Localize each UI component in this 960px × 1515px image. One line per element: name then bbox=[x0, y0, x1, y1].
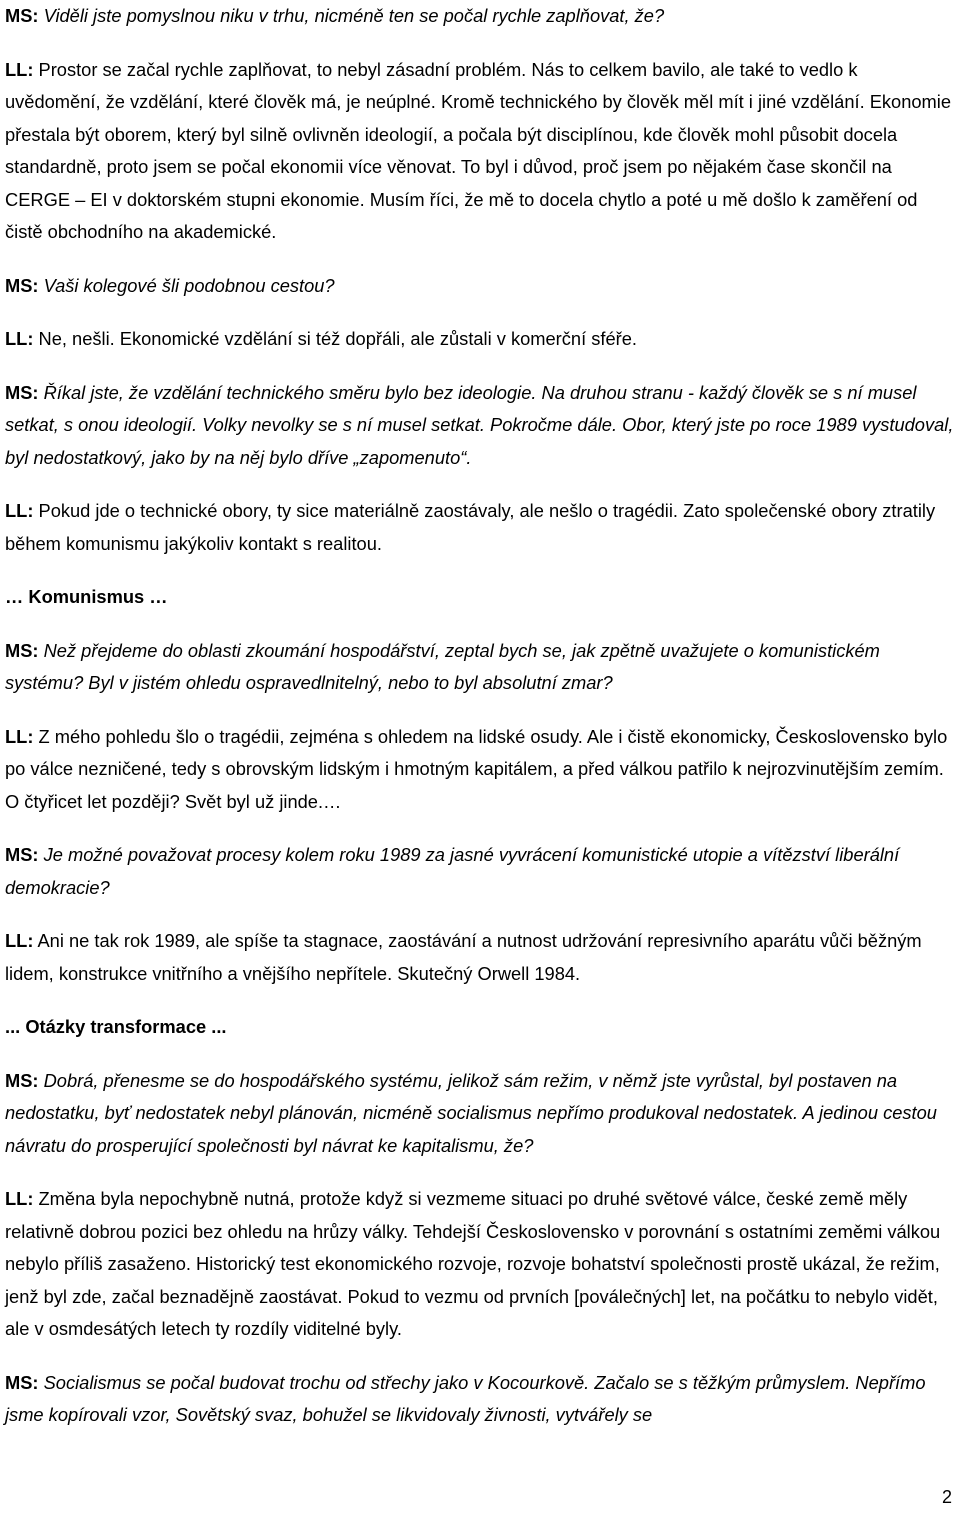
speaker-label: LL: bbox=[5, 930, 34, 951]
speaker-label: LL: bbox=[5, 725, 34, 747]
paragraph-text: Prostor se začal rychle zaplňovat, to nebyl zásadní problém. Nás to celkem bavilo, ale také to vedlo k uvědomění, že vzdělání, které člověk má, je neúplné. Kromě technického by člověk měl mít i jiné vzdělání. Ekonomie přestala být oborem, který byl silně ovlivněn ideologií, a počala být disciplínou, kde člověk mohl působit docela standardně, proto jsem se počal ekonomii více věnovat. To byl i důvod, proč jsem po nějakém čase skončil na CERGE – EI v doktorském stupni ekonomie. Musím říci, že mě to docela chytlo a poté u mě došlo k zaměření od čistě obchodního na akademické. bbox=[5, 58, 952, 242]
paragraph-text: Ne, nešli. Ekonomické vzdělání si též dopřáli, ale zůstali v komerční sféře. bbox=[33, 328, 637, 349]
speaker-label: MS: bbox=[5, 381, 39, 403]
interview-answer bbox=[5, 1183, 955, 1346]
speaker-label: MS: bbox=[5, 5, 39, 26]
speaker-label: MS: bbox=[5, 274, 39, 296]
speaker-label: LL: bbox=[5, 328, 34, 349]
paragraph-text: Pokud jde o technické obory, ty sice materiálně zaostávaly, ale nešlo o tragédii. Zato společenské obory ztratily během komunismu jakýkoliv kontakt s realitou. bbox=[5, 500, 936, 554]
speaker-label: MS: bbox=[5, 844, 39, 865]
interview-answer bbox=[5, 54, 955, 249]
paragraph-text: Viděli jste pomyslnou niku v trhu, nicméně ten se počal rychle zaplňovat, že? bbox=[38, 5, 665, 26]
section-heading: … Komunismus … bbox=[5, 586, 168, 607]
speaker-label: MS: bbox=[5, 1371, 39, 1393]
paragraph-text: Vaši kolegové šli podobnou cestou? bbox=[38, 274, 335, 296]
paragraph-text: Socialismus se počal budovat trochu od střechy jako v Kocourkově. Začalo se s těžkým průmyslem. Nepřímo jsme kopírovali vzor, Sovětský svaz, bohužel se likvidovaly živnosti, vytvářely se bbox=[5, 1371, 926, 1425]
interview-question bbox=[5, 839, 955, 904]
speaker-label: LL: bbox=[5, 1188, 34, 1209]
paragraph-text: Změna byla nepochybně nutná, protože když si vezmeme situaci po druhé světové válce, české země měly relativně dobrou pozici bez ohledu na hrůzy války. Tehdejší Československo v porovnání s ostatními zeměmi válkou nebylo příliš zasaženo. Historický test ekonomického rozvoje, rozvoje bohatství společnosti prostě ukázal, že režim, jenž byl zde, začal beznadějně zaostávat. Pokud to vezmu od prvních [poválečných] let, na počátku to nebylo vidět, ale v osmdesátých letech ty rozdíly viditelné byly. bbox=[5, 1188, 941, 1339]
document-page bbox=[5, 0, 955, 1453]
interview-answer bbox=[5, 495, 955, 560]
interview-question bbox=[5, 377, 955, 475]
speaker-label: LL: bbox=[5, 500, 34, 521]
page-number: 2 bbox=[941, 1487, 952, 1507]
paragraph-text: Dobrá, přenesme se do hospodářského systému, jelikož sám režim, v němž jste vyrůstal, byl postaven na nedostatku, byť nedostatek nebyl plánován, nicméně socialismus nepřímo produkoval nedostatek. A jedinou cestou návratu do prosperující společnosti byl návrat ke kapitalismu, že? bbox=[5, 1069, 937, 1156]
interview-question bbox=[5, 0, 955, 33]
speaker-label: MS: bbox=[5, 639, 39, 661]
interview-answer bbox=[5, 323, 955, 356]
interview-question bbox=[5, 270, 955, 303]
speaker-label: LL: bbox=[5, 58, 34, 80]
interview-question bbox=[5, 635, 955, 700]
paragraph-text: Ani ne tak rok 1989, ale spíše ta stagnace, zaostávání a nutnost udržování represivního aparátu vůči běžným lidem, konstrukce vnitřního a vnějšího nepřítele. Skutečný Orwell 1984. bbox=[5, 930, 922, 984]
paragraph-text: Než přejdeme do oblasti zkoumání hospodářství, zeptal bych se, jak zpětně uvažujete o komunistickém systému? Byl v jistém ohledu ospravedlnitelný, nebo to byl absolutní zmar? bbox=[5, 639, 880, 693]
interview-answer bbox=[5, 925, 955, 990]
interview-answer bbox=[5, 721, 955, 819]
section-heading: ... Otázky transformace ... bbox=[5, 1016, 227, 1037]
paragraph-text: Z mého pohledu šlo o tragédii, zejména s ohledem na lidské osudy. Ale i čistě ekonomicky, Československo bylo po válce nezničené, tedy s obrovským lidským i hmotným kapitálem, a před válkou patřilo k nejrozvinutějším zemím. O čtyřicet let později? Svět byl už jinde.… bbox=[5, 725, 948, 812]
speaker-label: MS: bbox=[5, 1069, 39, 1091]
paragraph-text: Říkal jste, že vzdělání technického směru bylo bez ideologie. Na druhou stranu - každý člověk se s ní musel setkat, s onou ideologií. Volky nevolky se s ní musel setkat. Pokročme dále. Obor, který jste po roce 1989 vystudoval, byl nedostatkový, jako by na něj bylo dříve „zapomenuto“. bbox=[5, 381, 954, 468]
paragraph-text: Je možné považovat procesy kolem roku 1989 za jasné vyvrácení komunistické utopie a vítězství liberální demokracie? bbox=[5, 844, 900, 898]
interview-question bbox=[5, 1367, 955, 1432]
interview-question bbox=[5, 1065, 955, 1163]
